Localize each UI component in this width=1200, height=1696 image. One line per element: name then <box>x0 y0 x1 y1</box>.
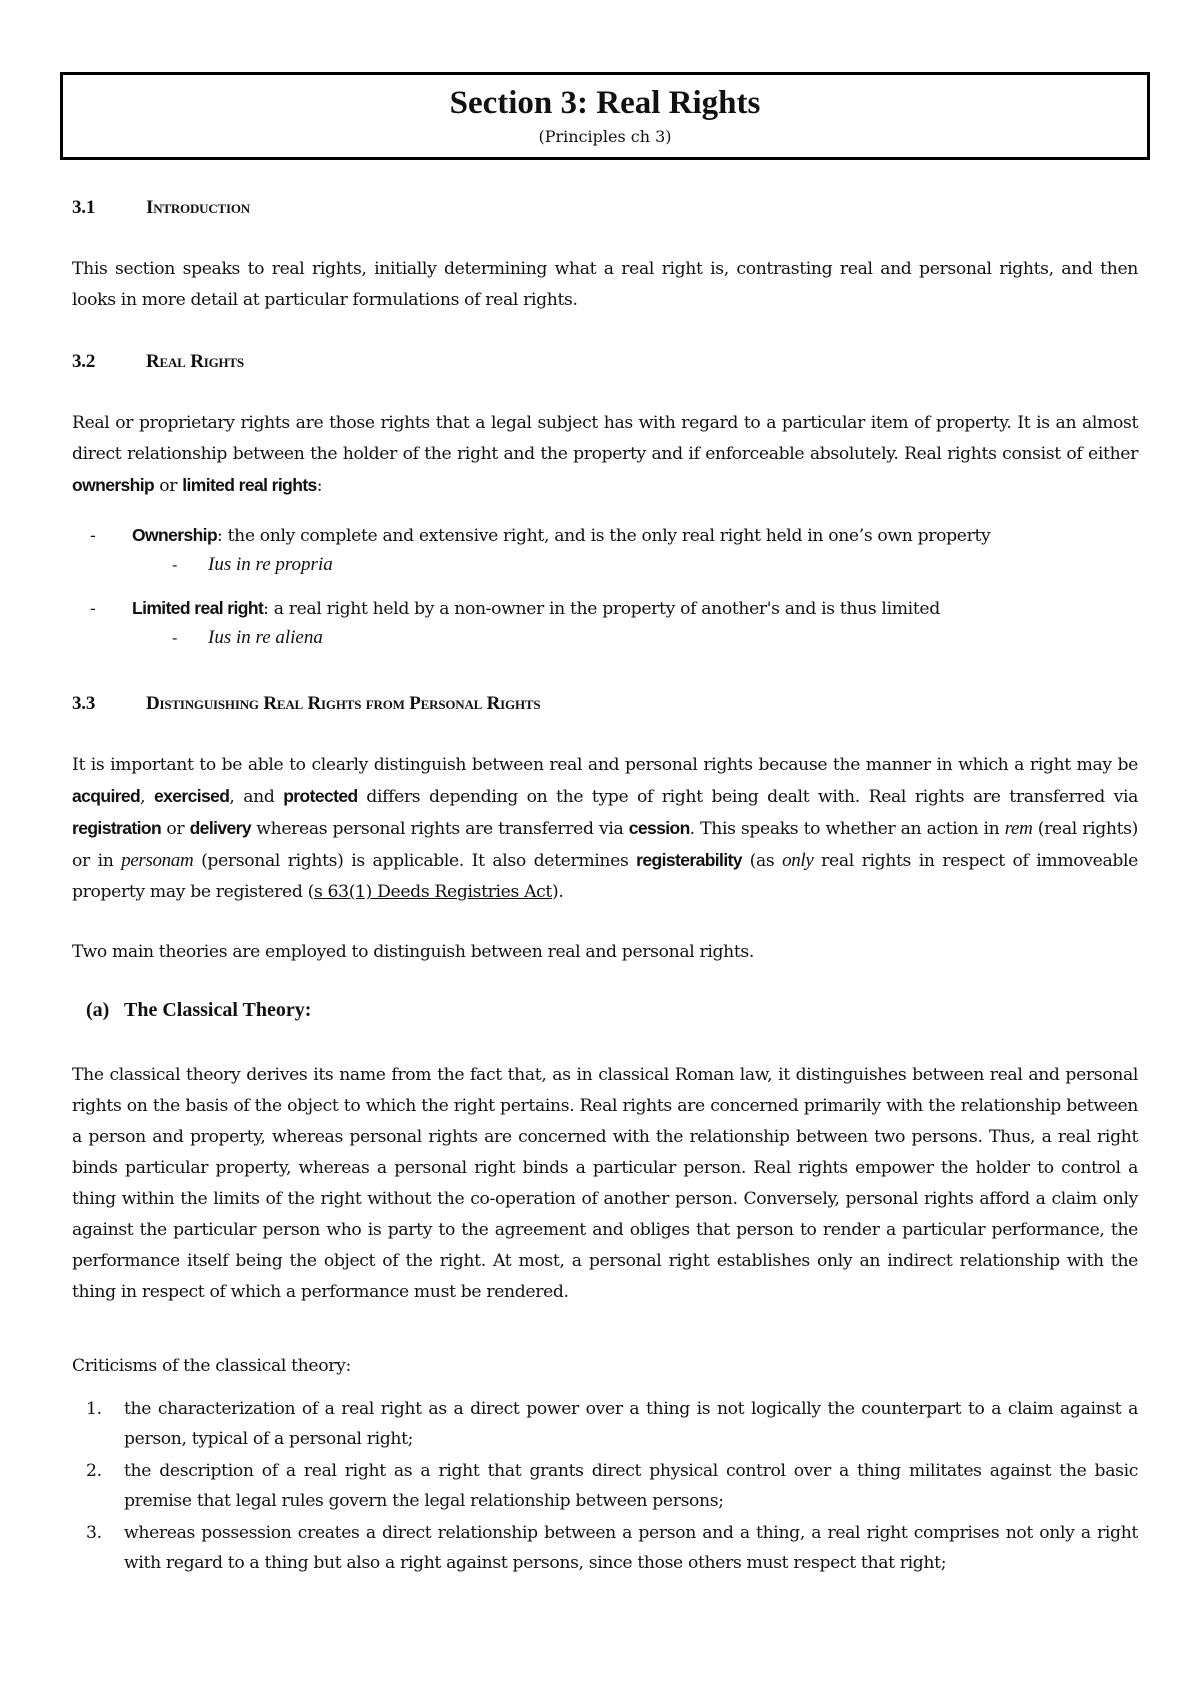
term-delivery: delivery <box>189 818 251 838</box>
heading-text: Real Rights <box>146 351 244 372</box>
criticisms-intro: Criticisms of the classical theory: <box>72 1356 351 1376</box>
text-run: It is important to be able to clearly distinguish between real and personal rights because the manner in which a right may be <box>72 755 1138 775</box>
bullet-term: Limited real right <box>132 598 264 618</box>
latin-term: Ius in re aliena <box>208 627 323 648</box>
text-run: . This speaks to whether an action in <box>689 819 1005 839</box>
sub-bullet-ius-in-re-aliena <box>172 626 323 649</box>
bullet-text: : the only complete and extensive right, and is the only real right held in one’s own property <box>217 526 991 546</box>
term-registration: registration <box>72 818 162 838</box>
heading-number: 3.1 <box>72 197 96 218</box>
text-run: or <box>161 819 190 839</box>
term-registerability: registerability <box>636 850 742 870</box>
latin-term: Ius in re propria <box>208 554 333 575</box>
heading-number: 3.2 <box>72 351 96 372</box>
text-run: (as <box>741 851 783 871</box>
intro-paragraph: This section speaks to real rights, initially determining what a real right is, contrasting real and personal rights, and then looks in more detail at particular formulations of real rights. <box>72 259 1138 310</box>
sub-bullet-ius-in-re-propria <box>172 553 333 576</box>
bullet-ownership <box>90 525 1150 546</box>
real-rights-paragraph <box>72 408 1138 502</box>
list-item <box>72 1518 1138 1578</box>
term-exercised: exercised <box>154 786 230 806</box>
bullet-limited-real-right <box>90 598 1150 619</box>
list-text: the characterization of a real right as a direct power over a thing is not logically the counterpart to a claim against a person, typical of a personal right; <box>124 1399 1138 1449</box>
distinguishing-paragraph <box>72 750 1138 908</box>
list-item <box>72 1456 1138 1516</box>
term-protected: protected <box>283 786 358 806</box>
subheading-label: (a) <box>86 999 110 1021</box>
list-number: 1. <box>86 1399 102 1419</box>
bullet-dash: - <box>172 628 178 647</box>
text-run: : <box>316 476 323 496</box>
term-personam: personam <box>121 850 194 871</box>
bullet-dash: - <box>90 526 96 546</box>
page-subtitle: (Principles ch 3) <box>538 127 672 146</box>
text-run: differs depending on the type of right being dealt with. Real rights are transferred via <box>357 787 1138 807</box>
text-run: , and <box>229 787 284 807</box>
text-run: or <box>154 476 183 496</box>
classical-theory-paragraph: The classical theory derives its name from the fact that, as in classical Roman law, it distinguishes between real and personal rights on the basis of the object to which the right pertains. Real rights are concerned primarily with the relationship between a person and property, whereas personal rights are concerned with the relationship between two persons. Thus, a real right binds particular property, whereas a personal right binds a particular person. Real rights empower the holder to control a thing within the limits of the right without the co-operation of another person. Conversely, personal rights afford a claim only against the particular person who is party to the agreement and obliges that person to render a particular performance, the performance itself being the object of the right. At most, a personal right establishes only an indirect relationship with the thing in respect of which a performance must be rendered. <box>72 1065 1138 1302</box>
bullet-text: : a real right held by a non-owner in the property of another's and is thus limited <box>263 599 940 619</box>
criticisms-list <box>72 1394 1138 1580</box>
text-run: (personal rights) is applicable. It also determines <box>193 851 637 871</box>
text-run: real rights in respect of immoveable property may be registered ( <box>72 851 1138 902</box>
text-run: whereas personal rights are transferred via <box>250 819 629 839</box>
heading-number: 3.3 <box>72 693 96 714</box>
text-run: , <box>140 787 154 807</box>
heading-3-1 <box>72 197 250 219</box>
term-ownership: ownership <box>72 475 155 495</box>
text-run: (real rights) or in <box>72 819 1138 871</box>
term-only: only <box>782 850 814 871</box>
term-limited-real-rights: limited real rights <box>182 475 317 495</box>
heading-text: Distinguishing Real Rights from Personal Rights <box>146 693 541 714</box>
bullet-dash: - <box>172 555 178 574</box>
bullet-dash: - <box>90 599 96 619</box>
term-cession: cession <box>628 818 690 838</box>
term-rem: rem <box>1004 818 1033 839</box>
heading-3-3 <box>72 693 540 715</box>
list-number: 2. <box>86 1461 102 1481</box>
page-title: Section 3: Real Rights <box>449 85 761 121</box>
title-box <box>60 72 1150 160</box>
list-text: the description of a real right as a right that grants direct physical control over a thing militates against the basic premise that legal rules govern the legal relationship between persons; <box>124 1461 1138 1511</box>
deeds-registries-act-link[interactable]: s 63(1) Deeds Registries Act <box>313 882 552 902</box>
subheading-classical-theory <box>86 999 311 1022</box>
text-run: ). <box>551 882 564 902</box>
bullet-term: Ownership <box>132 525 218 545</box>
two-theories-paragraph: Two main theories are employed to distinguish between real and personal rights. <box>72 942 755 962</box>
text-run: Real or proprietary rights are those rights that a legal subject has with regard to a particular item of property. It is an almost direct relationship between the holder of the right and the property and if enforceable absolutely. Real rights consist of either <box>72 413 1138 464</box>
heading-3-2 <box>72 351 244 373</box>
heading-text: Introduction <box>146 197 250 218</box>
list-text: whereas possession creates a direct relationship between a person and a thing, a real right comprises not only a right with regard to a thing but also a right against persons, since those others must respect that right; <box>124 1523 1138 1573</box>
subheading-title: The Classical Theory: <box>124 999 312 1021</box>
term-acquired: acquired <box>72 786 141 806</box>
list-number: 3. <box>86 1523 102 1543</box>
list-item <box>72 1394 1138 1454</box>
